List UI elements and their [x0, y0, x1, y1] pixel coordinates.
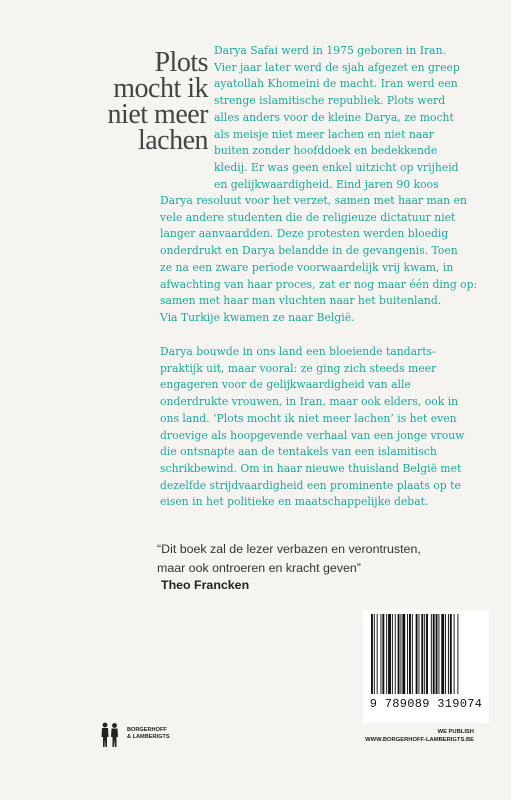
blurb-line: onderdrukt en Darya belandde in de gevangenis. Toen — [160, 244, 458, 258]
blurb-paragraph-1 — [214, 43, 460, 193]
title-line: Plots — [154, 47, 208, 78]
blurb-line: eisen in het politieke en maatschappelijke debat. — [160, 495, 429, 509]
tagline-line: WE PUBLISH — [437, 729, 474, 735]
publisher-name-line: BORGERHOFF — [127, 727, 167, 733]
blurb-line: dezelfde strijdvaardigheid een prominente plaats op te — [160, 478, 461, 492]
blurb-line: engageren voor de gelijkwaardigheid van alle — [160, 378, 411, 392]
book-title — [96, 47, 208, 156]
blurb-line: Vier jaar later werd de sjah afgezet en greep — [214, 60, 460, 74]
blurb-line: Darya Safai werd in 1975 geboren in Iran. — [214, 44, 446, 57]
publisher-name — [127, 727, 170, 741]
tagline-line: WWW.BORGERHOFF-LAMBERIGTS.BE — [365, 736, 474, 743]
blurb-line: als meisje niet meer lachen en niet naar — [214, 127, 434, 141]
publisher-logo-icon — [99, 722, 121, 748]
blurb-line: ze na een zware periode voorwaardelijk vrij kwam, in — [160, 260, 454, 274]
blurb-line: Darya resoluut voor het verzet, samen met haar man en — [160, 194, 467, 207]
blurb-line: ons land. ‘Plots mocht ik niet meer lachen’ is het even — [160, 411, 457, 425]
title-line: niet meer — [107, 99, 208, 130]
publisher-tagline — [365, 729, 474, 744]
blurb-line: schrikbewind. Om in haar nieuwe thuisland België met — [160, 461, 462, 475]
blurb-paragraph-3 — [160, 344, 464, 511]
blurb-line: ayatollah Khomeini de macht. Iran werd een — [214, 77, 458, 91]
blurb-line: alles anders voor de kleine Darya, ze mocht — [214, 110, 454, 124]
barcode-bars — [369, 614, 483, 696]
blurb-line: die ontsnapte aan de tentakels van een islamitisch — [160, 445, 437, 459]
blurb-line: praktijk uit, maar vooral: ze ging zich steeds meer — [160, 361, 437, 375]
blurb-line: Via Turkije kwamen ze naar België. — [160, 310, 355, 324]
endorsement-quote — [157, 540, 421, 577]
quote-line: “Dit boek zal de lezer verbazen en verontrusten, — [157, 542, 421, 556]
blurb-line: samen met haar man vluchten naar het buitenland. — [160, 294, 442, 308]
quote-line: maar ook ontroeren en kracht geven” — [157, 560, 361, 575]
publisher-name-line: & LAMBERIGTS — [127, 734, 170, 740]
blurb-paragraph-2 — [160, 193, 477, 327]
blurb-line: vele andere studenten die de religieuze dictatuur niet — [160, 210, 456, 224]
blurb-line: droevige als hoopgevende verhaal van een jonge vrouw — [160, 428, 465, 442]
blurb-line: langer aanvaardden. Deze protesten werden bloedig — [160, 227, 449, 241]
isbn-barcode — [363, 610, 489, 723]
quote-author: Theo Francken — [161, 578, 250, 592]
blurb-line: strenge islamitische republiek. Plots werd — [214, 94, 446, 108]
blurb-line: onderdrukte vrouwen, in Iran, maar ook elders, ook in — [160, 395, 459, 409]
blurb-line: kledij. Er was geen enkel uitzicht op vrijheid — [214, 160, 459, 174]
blurb-line: afwachting van haar proces, zat er nog maar één ding op: — [160, 277, 478, 291]
isbn-number: 9 789089 319074 — [369, 697, 483, 711]
blurb-line: en gelijkwaardigheid. Eind jaren 90 koos — [214, 177, 439, 191]
title-line: mocht ik — [113, 73, 208, 104]
blurb-line: Darya bouwde in ons land een bloeiende tandarts- — [160, 345, 436, 358]
title-line: lachen — [137, 125, 208, 156]
blurb-line: buiten zonder hoofddoek en bedekkende — [214, 144, 438, 158]
